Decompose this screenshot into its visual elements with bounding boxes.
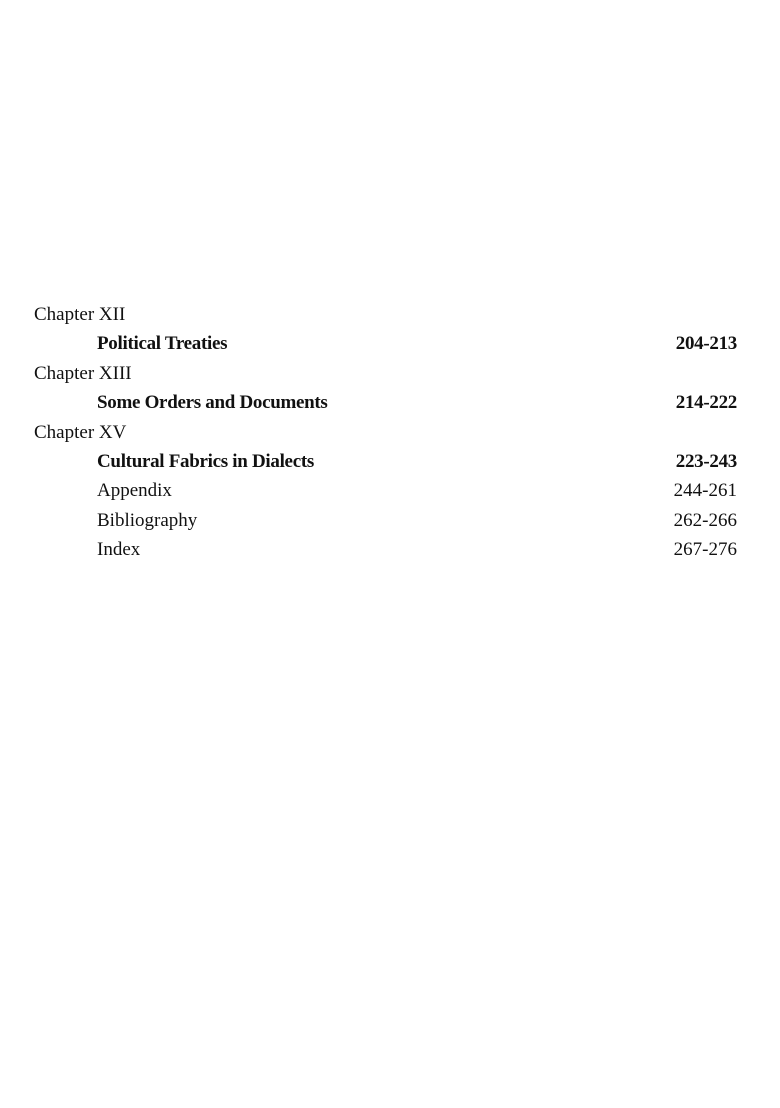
entry-title: Bibliography — [97, 509, 198, 531]
entry-pages: 214-222 — [675, 392, 737, 414]
entry-title: Index — [97, 539, 141, 561]
entry-pages: 262-266 — [673, 509, 737, 531]
entry-pages: 223-243 — [675, 450, 737, 472]
chapter-label: Chapter XII — [34, 304, 126, 325]
toc-entry — [0, 388, 780, 417]
toc-entry — [0, 447, 780, 476]
entry-title: Appendix — [97, 480, 172, 502]
entry-pages: 244-261 — [673, 480, 737, 502]
entry-pages: 204-213 — [675, 333, 737, 355]
chapter-label: Chapter XIII — [34, 362, 132, 384]
toc-entry — [0, 476, 780, 505]
entry-title: Some Orders and Documents — [97, 392, 328, 414]
entry-pages: 267-276 — [673, 539, 737, 561]
toc-entry — [0, 329, 780, 358]
toc-entry — [0, 506, 780, 535]
toc-chapter-heading — [0, 300, 780, 329]
entry-title: Cultural Fabrics in Dialects — [97, 450, 314, 472]
toc-chapter-heading — [0, 418, 780, 447]
toc-chapter-heading — [0, 359, 780, 388]
toc-entry — [0, 535, 780, 564]
chapter-label: Chapter XV — [34, 421, 127, 443]
table-of-contents — [0, 300, 780, 565]
entry-title: Political Treaties — [97, 333, 228, 355]
